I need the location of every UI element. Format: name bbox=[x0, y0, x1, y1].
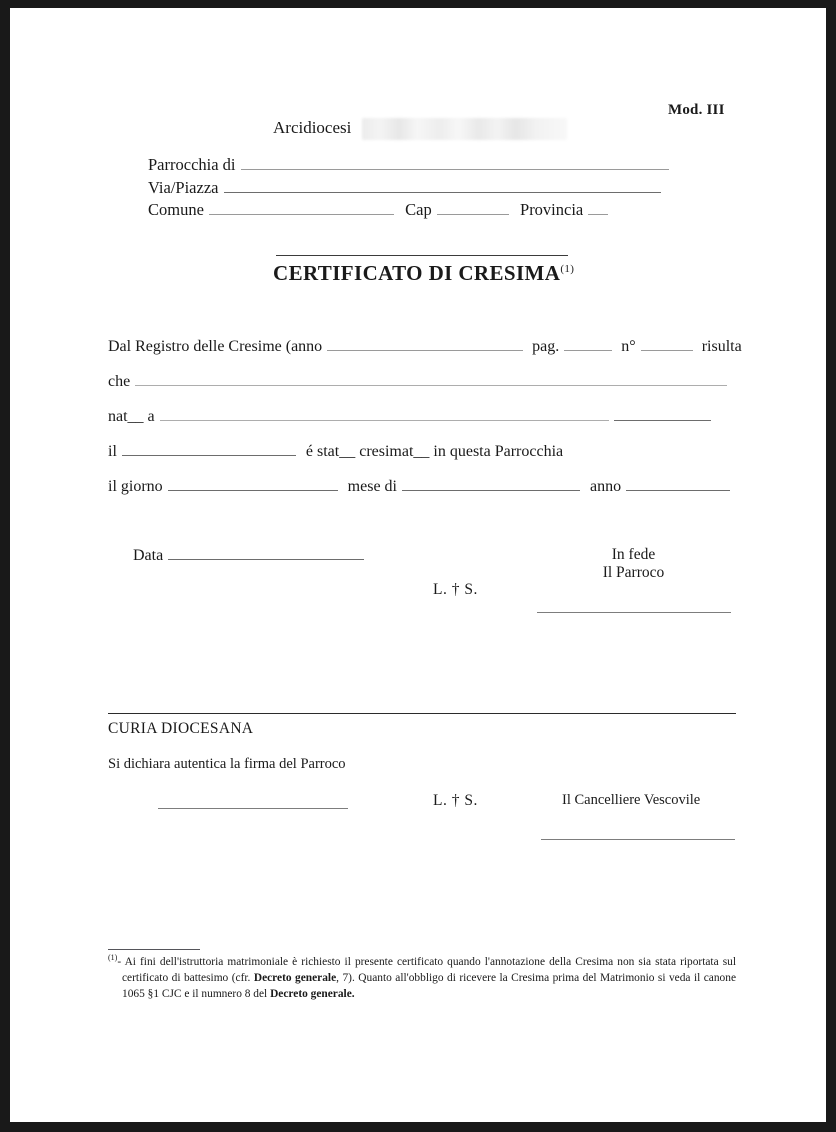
town-input-line[interactable] bbox=[209, 201, 394, 215]
register-page-input-line[interactable] bbox=[564, 337, 612, 351]
parish-seal-label: L. † S. bbox=[433, 581, 478, 598]
birthplace-extra-input-line[interactable] bbox=[614, 407, 711, 421]
town-row bbox=[148, 200, 609, 220]
date-label: Data bbox=[133, 547, 164, 564]
curia-heading: CURIA DIOCESANA bbox=[108, 720, 254, 737]
footnote-marker: (1) bbox=[108, 953, 118, 962]
parish-row bbox=[148, 155, 670, 175]
chancellor-label: Il Cancelliere Vescovile bbox=[562, 792, 701, 808]
curia-divider bbox=[108, 713, 736, 714]
page-title-text: CERTIFICATO DI CRESIMA bbox=[273, 261, 561, 285]
town-label: Comune bbox=[148, 200, 204, 219]
register-year-input-line[interactable] bbox=[327, 337, 523, 351]
date-row bbox=[133, 546, 365, 565]
birthdate-row bbox=[108, 442, 563, 461]
footnote-bold-2: Decreto generale. bbox=[270, 988, 355, 1001]
form-code-label: Mod. III bbox=[668, 102, 725, 118]
parish-input-line[interactable] bbox=[241, 156, 669, 170]
diocese-label: Arcidiocesi bbox=[273, 118, 352, 137]
footnote-bold-1: Decreto generale bbox=[253, 971, 337, 984]
register-row bbox=[108, 337, 742, 356]
page-title-footnote-marker: (1) bbox=[560, 263, 575, 275]
footnote bbox=[108, 952, 736, 1002]
month-label: mese di bbox=[347, 478, 397, 495]
year-input-line[interactable] bbox=[626, 477, 730, 491]
curia-authentication-text: Si dichiara autentica la firma del Parroco bbox=[108, 756, 346, 772]
birthplace-row bbox=[108, 407, 712, 426]
diocese-row bbox=[273, 118, 567, 140]
page-title bbox=[273, 261, 574, 286]
curia-seal-label: L. † S. bbox=[433, 792, 478, 809]
that-label: che bbox=[108, 373, 131, 390]
confirmed-text: é stat__ cresimat__ in questa Parrocchia bbox=[305, 443, 564, 460]
street-row bbox=[148, 178, 662, 198]
name-input-line[interactable] bbox=[135, 372, 727, 386]
name-row bbox=[108, 372, 728, 391]
curia-signature-line[interactable] bbox=[158, 808, 348, 809]
diocese-value-redacted bbox=[362, 118, 567, 140]
province-input-line[interactable] bbox=[588, 201, 608, 215]
born-label: nat__ a bbox=[108, 408, 155, 425]
chancellor-signature-line[interactable] bbox=[541, 839, 735, 840]
page-label: pag. bbox=[532, 338, 560, 355]
parish-priest-label: Il Parroco bbox=[602, 564, 665, 581]
province-label: Provincia bbox=[520, 200, 584, 219]
postal-input-line[interactable] bbox=[437, 201, 509, 215]
day-label: il giorno bbox=[108, 478, 163, 495]
postal-label: Cap bbox=[405, 200, 432, 219]
register-intro-label: Dal Registro delle Cresime (anno bbox=[108, 338, 323, 355]
footnote-part-1: Ai fini dell'istruttoria matrimoniale è richiesto il presente certificato quando l'annotazione della Cresima non sia stata riportata sul certificato di battesimo (cfr. bbox=[122, 955, 736, 984]
street-label: Via/Piazza bbox=[148, 178, 219, 197]
date-input-line[interactable] bbox=[168, 546, 364, 560]
certificate-page bbox=[10, 8, 826, 1122]
footnote-dash: - bbox=[117, 955, 122, 968]
street-input-line[interactable] bbox=[224, 179, 661, 193]
results-label: risulta bbox=[701, 338, 742, 355]
birthdate-input-line[interactable] bbox=[122, 442, 296, 456]
confirmation-date-row bbox=[108, 477, 731, 496]
in-faith-label: In fede bbox=[611, 546, 656, 563]
year-label: anno bbox=[590, 478, 622, 495]
footnote-part-2: , 7). Quanto all'obbligo di ricevere la Cresima prima del Matrimonio si veda il canone 1065 §1 CJC e il numnero 8 del bbox=[122, 971, 736, 1001]
register-number-input-line[interactable] bbox=[641, 337, 693, 351]
parish-priest-signature-line[interactable] bbox=[537, 612, 731, 613]
number-label: n° bbox=[621, 338, 636, 355]
footnote-divider bbox=[108, 949, 200, 950]
on-label: il bbox=[108, 443, 117, 460]
day-input-line[interactable] bbox=[168, 477, 338, 491]
month-input-line[interactable] bbox=[402, 477, 580, 491]
title-divider bbox=[276, 255, 568, 256]
birthplace-input-line[interactable] bbox=[160, 407, 609, 421]
parish-label: Parrocchia di bbox=[148, 155, 236, 174]
